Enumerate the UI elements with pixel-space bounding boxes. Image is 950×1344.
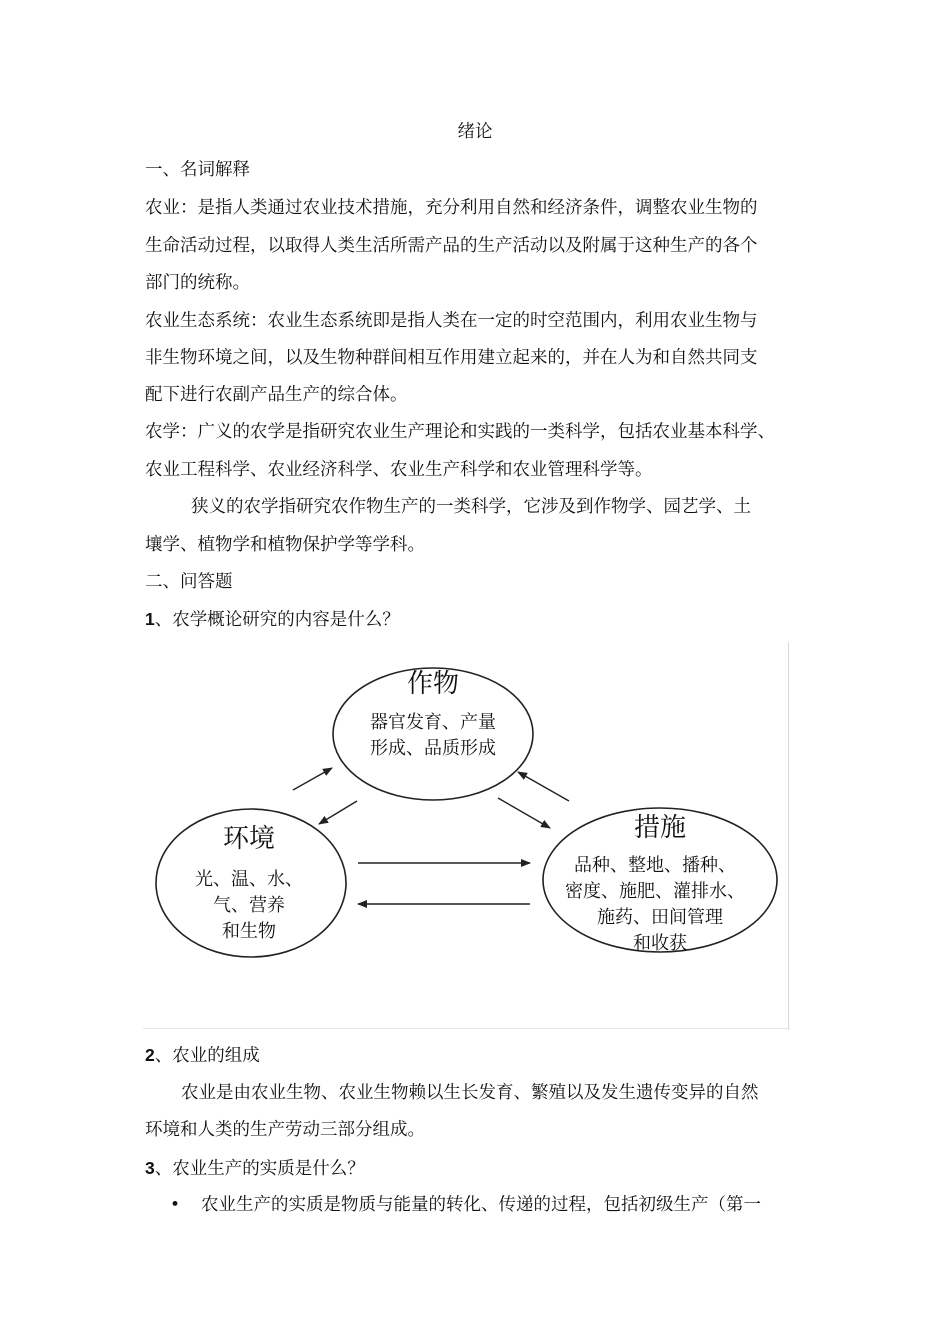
definition-agronomy-line-1: 农学：广义的农学是指研究农业生产理论和实践的一类科学，包括农业基本科学、 <box>145 422 775 442</box>
definition-agriculture-line-1: 农业：是指人类通过农业技术措施，充分利用自然和经济条件，调整农业生物的 <box>145 198 758 218</box>
environment-title: 环境 <box>222 824 276 854</box>
definition-ecosystem-line-1: 农业生态系统：农业生态系统即是指人类在一定的时空范围内，利用农业生物与 <box>145 311 758 331</box>
environment-line-3: 和生物 <box>222 921 276 942</box>
question-3-answer-line-1: 农业生产的实质是物质与能量的转化、传递的过程，包括初级生产（第一 <box>201 1195 761 1215</box>
question-3 <box>145 1157 365 1180</box>
question-2 <box>145 1044 260 1067</box>
question-2-answer-line-1: 农业是由农业生物、农业生物赖以生长发育、繁殖以及发生遗传变异的自然 <box>181 1083 759 1103</box>
definition-agriculture-line-3: 部门的统称。 <box>145 273 250 293</box>
crop-line-2: 形成、品质形成 <box>370 738 496 759</box>
agronomy-content-diagram <box>143 642 790 1030</box>
section-heading-questions: 二、问答题 <box>145 572 233 592</box>
arrow-measures-to-crop <box>518 772 569 801</box>
arrow-crop-to-measures <box>498 798 550 828</box>
measures-title: 措施 <box>633 813 687 843</box>
arrow-crop-to-environment <box>319 801 357 824</box>
measures-line-4: 和收获 <box>633 933 687 954</box>
definition-agriculture-line-2: 生命活动过程，以取得人类生活所需产品的生产活动以及附属于这种生产的各个 <box>145 236 758 256</box>
definition-ecosystem-line-3: 配下进行农副产品生产的综合体。 <box>145 385 408 405</box>
definition-ecosystem-line-2: 非生物环境之间，以及生物种群间相互作用建立起来的，并在人为和自然共同支 <box>145 348 758 368</box>
question-3-number: 3 <box>145 1158 155 1178</box>
question-3-text: 、农业生产的实质是什么？ <box>154 1159 365 1179</box>
section-heading-definitions: 一、名词解释 <box>145 160 250 180</box>
question-1-text: 、农学概论研究的内容是什么？ <box>154 610 400 630</box>
measures-line-2: 密度、施肥、灌排水、 <box>565 881 745 902</box>
measures-line-3: 施药、田间管理 <box>597 907 723 928</box>
measures-line-1: 品种、整地、播种、 <box>574 855 736 876</box>
question-2-text: 、农业的组成 <box>154 1046 260 1066</box>
arrow-environment-to-crop <box>293 768 332 790</box>
crop-line-1: 器官发育、产量 <box>370 712 496 733</box>
environment-line-2: 气、营养 <box>213 895 285 916</box>
question-1-number: 1 <box>145 609 155 629</box>
environment-line-1: 光、温、水、 <box>195 869 303 890</box>
crop-title: 作物 <box>406 669 460 699</box>
question-2-number: 2 <box>145 1045 155 1065</box>
diagram-frame-bottom <box>143 1028 790 1029</box>
diagram-frame-right <box>788 642 789 1030</box>
definition-agronomy-line-2: 农业工程科学、农业经济科学、农业生产科学和农业管理科学等。 <box>145 460 653 480</box>
diagram-svg <box>143 642 790 1030</box>
page-title: 绪论 <box>457 122 493 142</box>
bullet-marker: • <box>170 1195 181 1215</box>
definition-agronomy-line-4: 壤学、植物学和植物保护学等学科。 <box>145 535 425 555</box>
question-2-answer-line-2: 环境和人类的生产劳动三部分组成。 <box>145 1120 425 1140</box>
question-1 <box>145 608 400 631</box>
definition-agronomy-line-3: 狭义的农学指研究农作物生产的一类科学，它涉及到作物学、园艺学、土 <box>191 497 751 517</box>
